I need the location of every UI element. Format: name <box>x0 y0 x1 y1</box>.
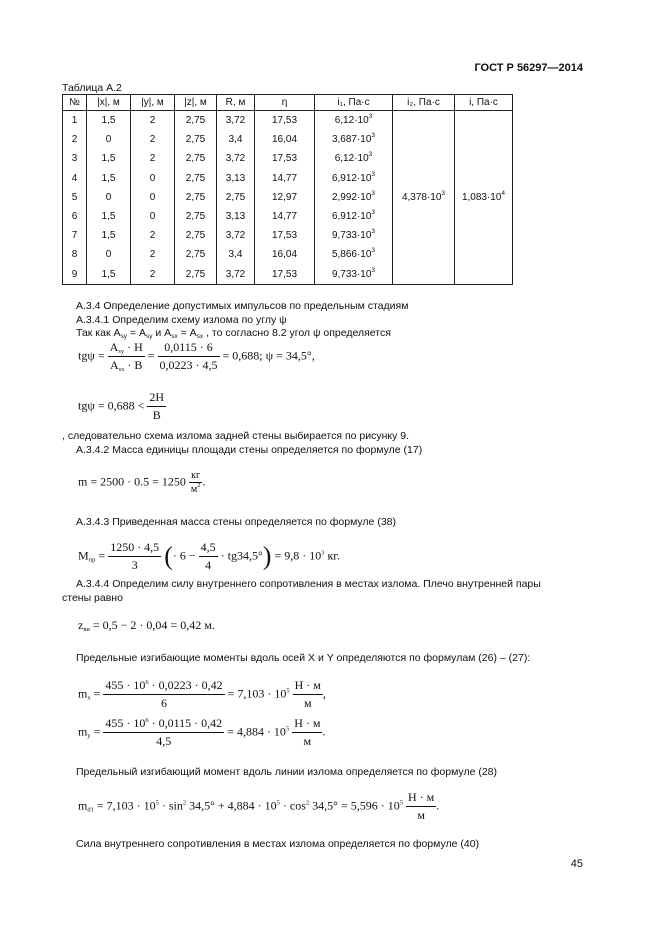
table-column-header: |z|, м <box>175 95 217 111</box>
table-cell: 8 <box>63 245 87 264</box>
f1-frac1: $\frac{A_{sy} \cdot H}{A_{sx} \cdot B}$ <box>109 340 143 373</box>
table-cell: 2,75 <box>175 111 217 131</box>
table-cell: 4 <box>63 169 87 188</box>
formula-md1: $m_{d1} = 7,103 \cdot 10^5 \cdot \sin^2 34,5^\circ + 4,884 \cdot 10^5 \cdot \cos^2 34,5^\circ = 5,596 \cdot 10^5$ $\frac{Н \cdot м}{м}$ . <box>78 790 440 822</box>
formula-tg-compare: tgψ = 0,688 < $\frac{2H}{B}$ <box>78 390 165 422</box>
table-cell: 2 <box>63 130 87 149</box>
table-cell: 16,04 <box>255 245 315 264</box>
table-cell: 17,53 <box>255 111 315 131</box>
scheme-text: , следовательно схема излома задней стены выбирается по рисунку 9. <box>62 430 410 442</box>
table-cell: 2,75 <box>175 188 217 207</box>
table-cell: 7 <box>63 226 87 245</box>
table-cell: $6,912\cdot 10^3$ <box>315 207 393 226</box>
table-cell: $9,733\cdot 10^3$ <box>315 226 393 245</box>
table-cell: 1 <box>63 111 87 131</box>
table-cell: $6,12\cdot 10^3$ <box>315 111 393 131</box>
table-cell: 17,53 <box>255 149 315 168</box>
table-cell: $2,992\cdot 10^3$ <box>315 188 393 207</box>
table-body <box>63 111 513 285</box>
table-cell: 3,4 <box>217 130 255 149</box>
table-cell: 9 <box>63 265 87 285</box>
table-cell: 1,5 <box>87 207 131 226</box>
formula-mx: $m_x$ = $\frac{455 \cdot 10^6 \cdot 0,0223 \cdot 0,42}{6}$ = $7,103 \cdot 10^5$ $\frac{Н \cdot м}{м}$ , <box>78 678 326 710</box>
section-a3343: А.3.4.3 Приведенная масса стены определяется по формуле (38) <box>76 516 396 528</box>
table-cell: 2,75 <box>175 149 217 168</box>
table-cell: $3,687\cdot 10^3$ <box>315 130 393 149</box>
table-column-header: |x|, м <box>87 95 131 111</box>
table-cell: 0 <box>87 245 131 264</box>
table-column-header: |y|, м <box>131 95 175 111</box>
table-cell: 3,72 <box>217 149 255 168</box>
f1-lhs: tgψ = <box>78 348 105 363</box>
table-cell: 1,5 <box>87 111 131 131</box>
table-cell: 3,72 <box>217 226 255 245</box>
table-cell: 0 <box>87 130 131 149</box>
formula-tg-psi: tgψ = $\frac{A_{sy} \cdot H}{A_{sx} \cdot B}$ = $\frac{0,0115 \cdot 6}{0,0223 \cdot 4,5}$ = 0,688; ψ = 34,5°, <box>78 340 315 373</box>
table-cell: $9,733\cdot 10^3$ <box>315 265 393 285</box>
formula-z: $z_{ви} = 0,5 - 2 \cdot 0,04 = 0,42$ м. <box>78 618 215 633</box>
formula-reduced-mass: $M_{пр}$ = $\frac{1250 \cdot 4,5}{3}$ (· 6 − $\frac{4,5}{4}$ · $tg34,5^\circ) = 9,8 \cdot 10^3$ кг. <box>78 540 340 572</box>
table-cell: 1,5 <box>87 149 131 168</box>
table-cell: 3,72 <box>217 111 255 131</box>
table-column-header: № <box>63 95 87 111</box>
page-number: 45 <box>570 858 583 870</box>
table-cell: 2 <box>131 149 175 168</box>
section-a3342: А.3.4.2 Масса единицы площади стены определяется по формуле (17) <box>76 444 423 456</box>
table-cell: 12,97 <box>255 188 315 207</box>
table-cell: $5,866\cdot 10^3$ <box>315 245 393 264</box>
f1-frac2: $\frac{0,0115 \cdot 6}{0,0223 \cdot 4,5}$ <box>159 340 218 372</box>
table-column-header: i₂, Па·с <box>393 95 455 111</box>
section-a3344-line1: А.3.4.4 Определим силу внутреннего сопротивления в местах излома. Плечо внутренней пары <box>76 578 541 590</box>
force-text: Сила внутреннего сопротивления в местах излома определяется по формуле (40) <box>76 838 480 850</box>
table-cell: $6,12\cdot 10^3$ <box>315 149 393 168</box>
formula-my: $m_y$ = $\frac{455 \cdot 10^6 \cdot 0,0115 \cdot 0,42}{4,5}$ = $4,884 \cdot 10^5$ $\frac{Н \cdot м}{м}$ . <box>78 716 326 748</box>
section-a3341: А.3.4.1 Определим схему излома по углу ψ <box>76 314 287 326</box>
table-cell: 1,5 <box>87 169 131 188</box>
table-cell: 3,4 <box>217 245 255 264</box>
table-cell: 3,72 <box>217 265 255 285</box>
table-caption: Таблица А.2 <box>62 82 122 94</box>
moments-text: Предельные изгибающие моменты вдоль осей X и Y определяются по формулам (26) – (27): <box>76 652 531 664</box>
table-cell: 2,75 <box>175 130 217 149</box>
table-cell: 2,75 <box>175 226 217 245</box>
table-cell: 2,75 <box>175 169 217 188</box>
table-row <box>63 111 513 131</box>
table-cell: 1,5 <box>87 226 131 245</box>
since-line: Так как $А_{sy} = А_{sy}$ и $А_{sx} = А_{sx}$ , то согласно 8.2 угол ψ определяется <box>76 327 391 340</box>
table-cell: 0 <box>131 169 175 188</box>
table-cell: 17,53 <box>255 265 315 285</box>
table-column-header: η <box>255 95 315 111</box>
table-merged-cell-i_merged: $1,083\cdot 10^4$ <box>455 111 513 285</box>
table-cell: 16,04 <box>255 130 315 149</box>
table-cell: 14,77 <box>255 207 315 226</box>
document-code: ГОСТ Р 56297—2014 <box>474 62 583 74</box>
table-cell: 6 <box>63 207 87 226</box>
table-cell: 2,75 <box>175 207 217 226</box>
table-cell: 2,75 <box>217 188 255 207</box>
table-cell: 3 <box>63 149 87 168</box>
table-cell: 2 <box>131 265 175 285</box>
table-cell: $6,912\cdot 10^3$ <box>315 169 393 188</box>
table-cell: 0 <box>131 207 175 226</box>
section-a3344-line2: стены равно <box>62 592 123 604</box>
formula-mass: m = 2500 · 0.5 = 1250 $\frac{кг}{м^2}$ . <box>78 470 206 495</box>
table-column-header: i, Па·с <box>455 95 513 111</box>
table-cell: 2,75 <box>175 265 217 285</box>
table-column-header: R, м <box>217 95 255 111</box>
section-a334: А.3.4 Определение допустимых импульсов по предельным стадиям <box>76 300 409 312</box>
table-cell: 14,77 <box>255 169 315 188</box>
table-cell: 2 <box>131 245 175 264</box>
table-cell: 3,13 <box>217 207 255 226</box>
table-cell: 1,5 <box>87 265 131 285</box>
table-cell: 17,53 <box>255 226 315 245</box>
table-cell: 2 <box>131 111 175 131</box>
table-column-header: i₁, Па·с <box>315 95 393 111</box>
moment-line-text: Предельный изгибающий момент вдоль линии излома определяется по формуле (28) <box>76 766 498 778</box>
table-merged-cell-i2_merged: $4,378\cdot 10^3$ <box>393 111 455 285</box>
table-cell: 0 <box>87 188 131 207</box>
table-cell: 5 <box>63 188 87 207</box>
data-table <box>62 94 513 285</box>
table-cell: 3,13 <box>217 169 255 188</box>
f1-result: = 0,688; ψ = 34,5°, <box>222 348 315 363</box>
table-cell: 2 <box>131 130 175 149</box>
table-cell: 0 <box>131 188 175 207</box>
table-header-row <box>63 95 513 111</box>
table-cell: 2,75 <box>175 245 217 264</box>
table-cell: 2 <box>131 226 175 245</box>
